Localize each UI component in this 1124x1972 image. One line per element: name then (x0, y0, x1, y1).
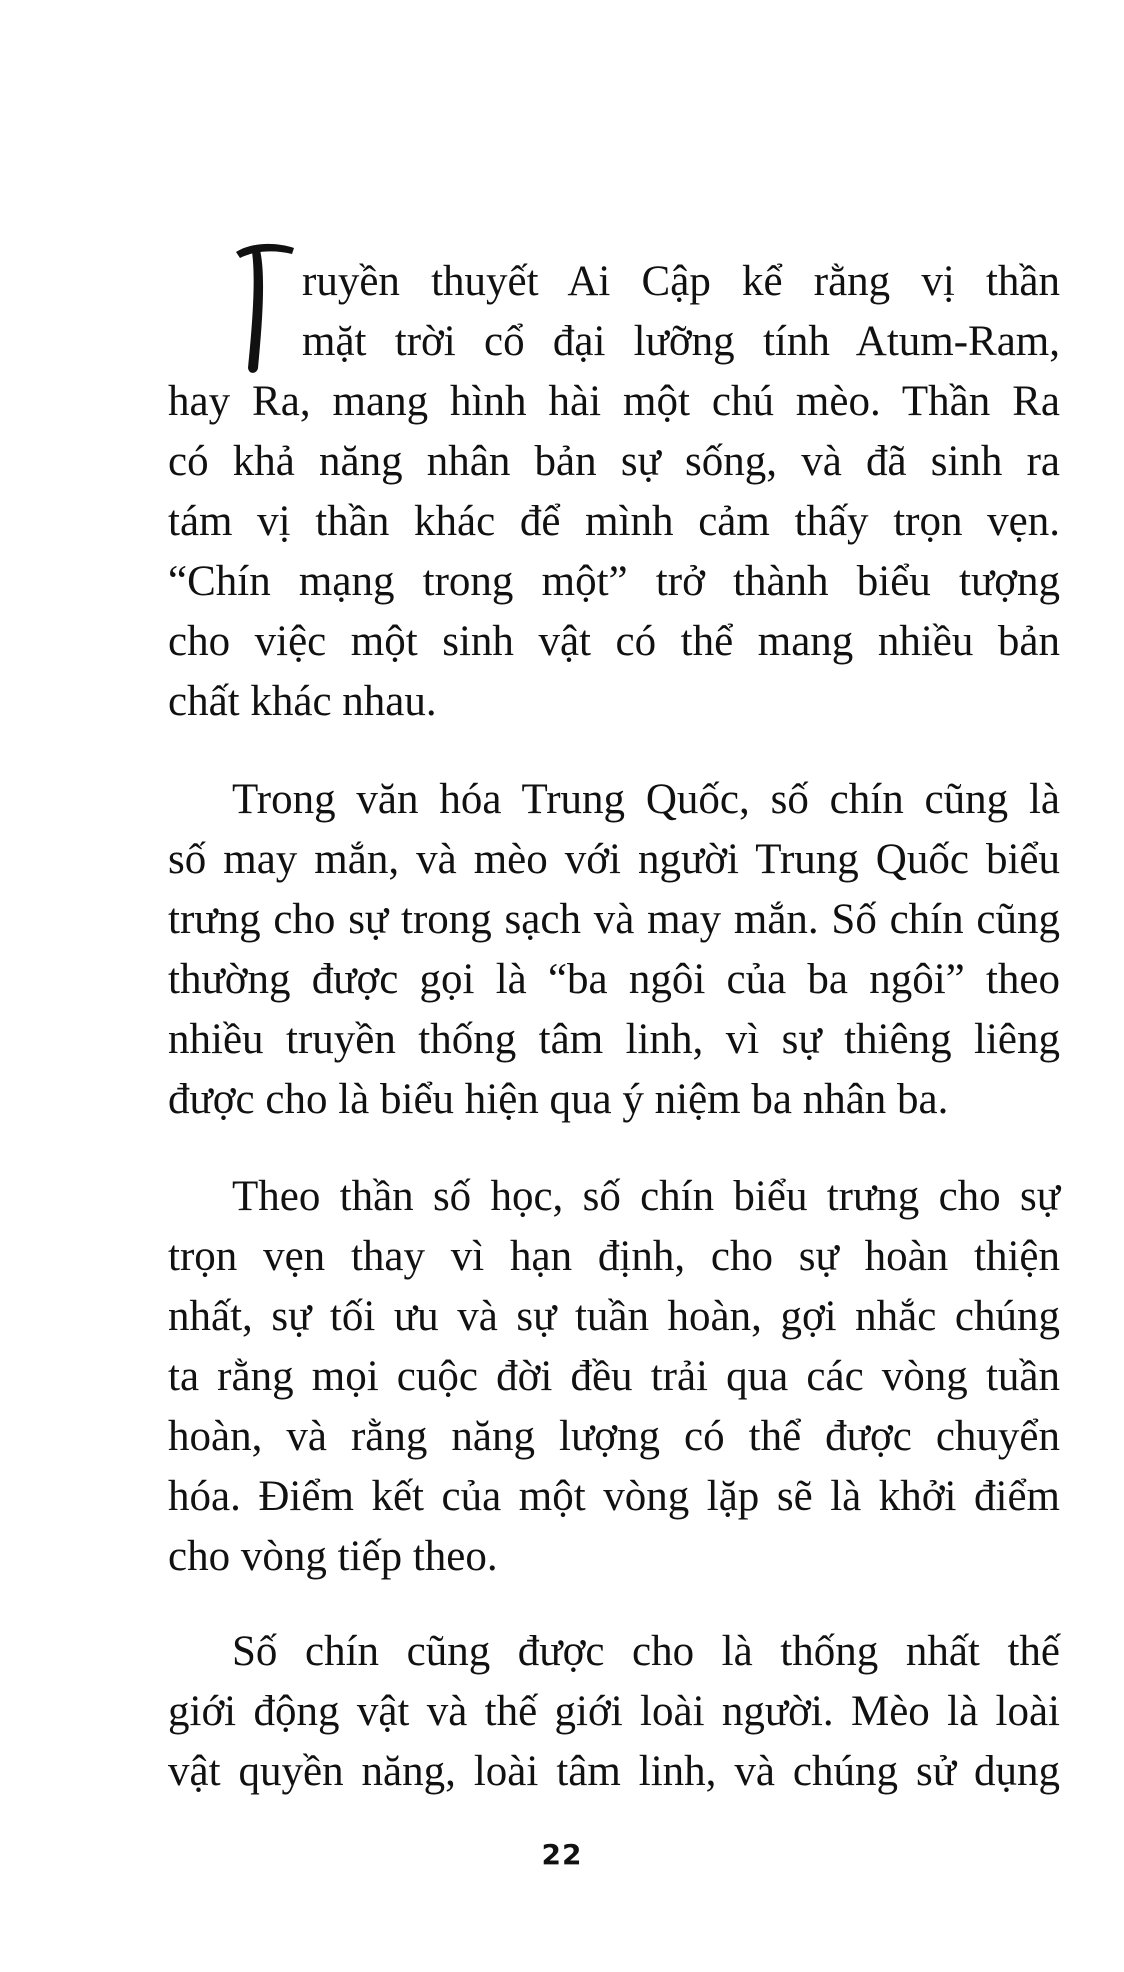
text-line: tám vị thần khác để mình cảm thấy trọn vẹn. (168, 498, 1060, 545)
paragraph-2 (168, 770, 1060, 1130)
text-line: chất khác nhau. (168, 678, 437, 725)
text-line: thường được gọi là “ba ngôi của ba ngôi” theo (168, 956, 1060, 1003)
text-line: mặt trời cổ đại lưỡng tính Atum-Ram, (302, 318, 1060, 365)
text-line: số may mắn, và mèo với người Trung Quốc biểu (168, 836, 1060, 883)
text-line: “Chín mạng trong một” trở thành biểu tượng (168, 558, 1060, 605)
page-number: 22 (541, 1838, 583, 1871)
text-line: Trong văn hóa Trung Quốc, số chín cũng là (232, 776, 1060, 823)
text-line: hóa. Điểm kết của một vòng lặp sẽ là khởi điểm (168, 1473, 1060, 1520)
paragraph-4 (168, 1622, 1060, 1802)
text-line: ruyền thuyết Ai Cập kể rằng vị thần (302, 258, 1060, 305)
text-line: trưng cho sự trong sạch và may mắn. Số chín cũng (168, 896, 1060, 943)
text-line: được cho là biểu hiện qua ý niệm ba nhân ba. (168, 1076, 949, 1123)
text-line: hoàn, và rằng năng lượng có thể được chuyển (168, 1413, 1060, 1460)
text-line: nhiều truyền thống tâm linh, vì sự thiêng liêng (168, 1016, 1060, 1063)
paragraph-3 (168, 1167, 1060, 1587)
text-line: giới động vật và thế giới loài người. Mèo là loài (168, 1688, 1060, 1735)
text-line: ta rằng mọi cuộc đời đều trải qua các vòng tuần (168, 1353, 1060, 1400)
text-line: Số chín cũng được cho là thống nhất thế (232, 1628, 1060, 1675)
text-line: cho việc một sinh vật có thể mang nhiều bản (168, 618, 1060, 665)
text-line: cho vòng tiếp theo. (168, 1533, 498, 1580)
paragraph-1 (168, 252, 1060, 732)
text-line: nhất, sự tối ưu và sự tuần hoàn, gợi nhắc chúng (168, 1293, 1060, 1340)
text-line: có khả năng nhân bản sự sống, và đã sinh ra (168, 438, 1060, 485)
text-line: trọn vẹn thay vì hạn định, cho sự hoàn thiện (168, 1233, 1060, 1280)
text-line: Theo thần số học, số chín biểu trưng cho sự (232, 1173, 1060, 1220)
text-line: hay Ra, mang hình hài một chú mèo. Thần Ra (168, 378, 1060, 425)
text-line: vật quyền năng, loài tâm linh, và chúng sử dụng (168, 1748, 1060, 1795)
